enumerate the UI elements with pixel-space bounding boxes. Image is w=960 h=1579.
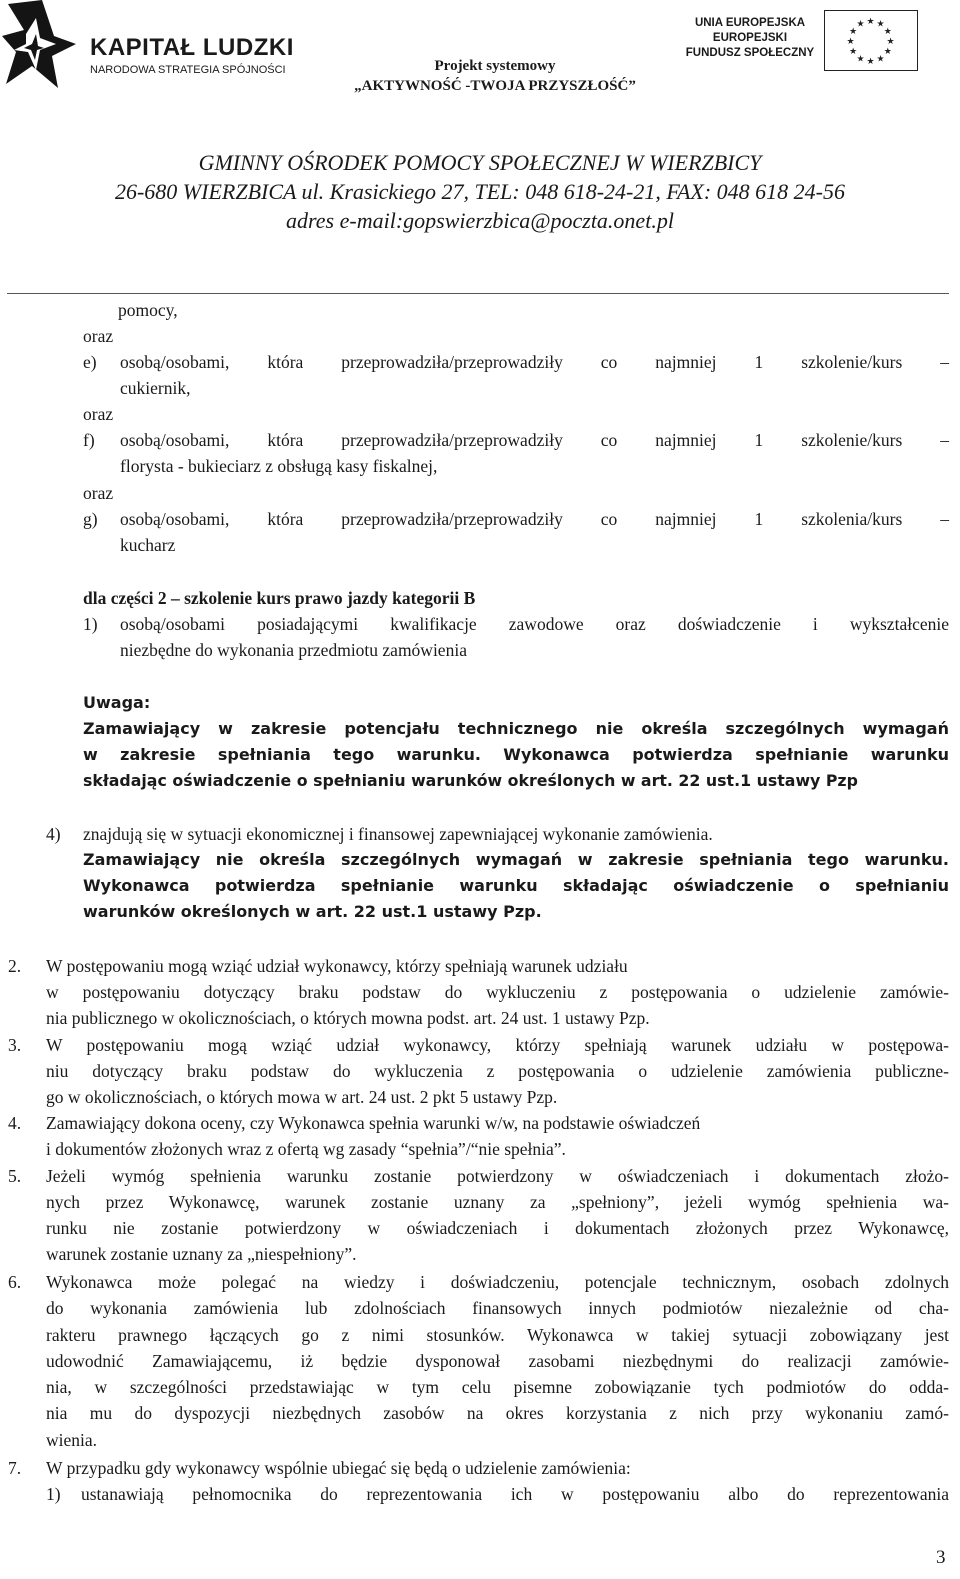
eu-line-1: UNIA EUROPEJSKA xyxy=(694,17,806,29)
section-5-text: runku nie zostanie potwierdzony w oświadczeniach i dokumentach złożonych przez Wykonawcę, xyxy=(46,1218,949,1238)
list-marker: e) xyxy=(83,352,97,372)
list-item-g-cont: kucharz xyxy=(120,535,176,555)
kapital-ludzki-title: KAPITAŁ LUDZKI xyxy=(90,34,294,61)
text-line: pomocy, xyxy=(118,300,178,320)
section-3-text: niu dotyczący braku podstaw do wykluczenia z postępowania o udzielenie zamówienia publiczne- xyxy=(46,1061,949,1081)
kapital-ludzki-star-icon xyxy=(2,0,76,88)
svg-text:★: ★ xyxy=(876,19,885,30)
list-marker: 4) xyxy=(46,824,61,844)
part-2-heading: dla części 2 – szkolenie kurs prawo jazdy kategorii B xyxy=(83,588,476,608)
section-number: 3. xyxy=(8,1035,22,1055)
list-item-1: osobą/osobami posiadającymi kwalifikacje zawodowe oraz doświadczenie i wykształcenie xyxy=(120,614,949,634)
section-6-text: rakteru prawnego łączących go z nimi stosunków. Wykonawca w takiej sytuacji zobowiązany jest xyxy=(46,1325,949,1345)
project-line-2: „AKTYWNOŚĆ -TWOJA PRZYSZŁOŚĆ” xyxy=(354,78,636,94)
text-line: oraz xyxy=(83,483,114,503)
section-6-text: do wykonania zamówienia lub zdolnościach finansowych innych podmiotów niezależnie od cha- xyxy=(46,1298,949,1318)
list-marker: 1) xyxy=(83,614,98,634)
institution-address: 26-680 WIERZBICA ul. Krasickiego 27, TEL: 048 618-24-21, FAX: 048 618 24-56 xyxy=(114,179,846,204)
item-4-bold: warunków określonych w art. 22 ust.1 ustawy Pzp. xyxy=(83,902,542,921)
list-item-f-cont: florysta - bukieciarz z obsługą kasy fiskalnej, xyxy=(120,456,438,476)
kapital-ludzki-subtitle: NARODOWA STRATEGIA SPÓJNOŚCI xyxy=(90,64,286,76)
page-number: 3 xyxy=(936,1547,946,1568)
institution-header xyxy=(0,148,960,235)
institution-name: GMINNY OŚRODEK POMOCY SPOŁECZNEJ W WIERZBICY xyxy=(198,150,762,175)
uwaga-text: Zamawiający w zakresie potencjału technicznego nie określa szczególnych wymagań xyxy=(83,719,949,738)
list-item-1-cont: niezbędne do wykonania przedmiotu zamówienia xyxy=(120,640,467,660)
section-6-text: wienia. xyxy=(46,1430,98,1450)
list-marker: f) xyxy=(83,430,95,450)
section-2-text: w postępowaniu dotyczący braku podstaw do wykluczeniu z postępowania o udzielenie zamówie- xyxy=(46,982,949,1002)
section-5-text: Jeżeli wymóg spełnienia warunku zostanie potwierdzony w oświadczeniach i dokumentach złożo- xyxy=(46,1166,949,1186)
svg-text:★: ★ xyxy=(886,37,895,47)
section-6-text: nia, w szczególności przedstawiając w tym celu pisemne zobowiązanie tych podmiotów do odda- xyxy=(46,1377,949,1397)
section-5-text: warunek zostanie uznany za „niespełniony”. xyxy=(46,1244,357,1264)
svg-text:★: ★ xyxy=(866,17,875,27)
section-6-text: udowodnić Zamawiającemu, iż będzie dysponował zasobami niezbędnymi do realizacji zamówie- xyxy=(46,1351,949,1371)
list-marker: g) xyxy=(83,509,98,529)
svg-text:★: ★ xyxy=(849,27,858,37)
section-7-item-1: ustanawiają pełnomocnika do reprezentowania ich w postępowaniu albo do reprezentowania xyxy=(81,1484,949,1504)
list-item-e: osobą/osobami, która przeprowadziła/przeprowadziły co najmniej 1 szkolenie/kurs – xyxy=(120,352,949,372)
eu-line-2: EUROPEJSKI xyxy=(712,32,788,44)
kapital-ludzki-logo xyxy=(2,0,302,90)
svg-text:★: ★ xyxy=(883,27,892,37)
eu-stars-icon xyxy=(825,11,916,69)
section-number: 7. xyxy=(8,1458,22,1478)
section-3-text: go w okolicznościach, o których mowa w art. 24 ust. 2 pkt 5 ustawy Pzp. xyxy=(46,1087,558,1107)
section-7-text: W przypadku gdy wykonawcy wspólnie ubiegać się będą o udzielenie zamówienia: xyxy=(46,1458,631,1478)
list-item-f: osobą/osobami, która przeprowadziła/przeprowadziły co najmniej 1 szkolenie/kurs – xyxy=(120,430,949,450)
text-line: oraz xyxy=(83,404,114,424)
list-item-g: osobą/osobami, która przeprowadziła/przeprowadziły co najmniej 1 szkolenia/kurs – xyxy=(120,509,949,529)
svg-text:★: ★ xyxy=(866,57,875,67)
institution-email: adres e-mail:gopswierzbica@poczta.onet.pl xyxy=(286,208,674,233)
svg-text:★: ★ xyxy=(856,19,865,30)
svg-text:★: ★ xyxy=(846,37,855,47)
section-4-text: i dokumentów złożonych wraz z ofertą wg zasady “spełnia”/“nie spełnia”. xyxy=(46,1139,566,1159)
section-4-text: Zamawiający dokona oceny, czy Wykonawca spełnia warunki w/w, na podstawie oświadczeń xyxy=(46,1113,701,1133)
section-2-text: W postępowaniu mogą wziąć udział wykonawcy, którzy spełniają warunek udziału xyxy=(46,956,628,976)
section-number: 5. xyxy=(8,1166,22,1186)
uwaga-label: Uwaga: xyxy=(83,693,151,712)
svg-text:★: ★ xyxy=(849,47,858,57)
project-title xyxy=(300,56,690,96)
svg-text:★: ★ xyxy=(856,54,865,65)
item-4-bold: Wykonawca potwierdza spełnianie warunku składając oświadczenie o spełnianiu xyxy=(83,876,949,895)
section-number: 2. xyxy=(8,956,22,976)
section-number: 6. xyxy=(8,1272,22,1292)
item-4-text: znajdują się w sytuacji ekonomicznej i finansowej zapewniającej wykonanie zamówienia. xyxy=(83,824,713,844)
uwaga-text: w zakresie spełniania tego warunku. Wykonawca potwierdza spełnianie warunku xyxy=(83,745,949,764)
eu-text xyxy=(680,16,820,61)
section-5-text: nych przez Wykonawcę, warunek zostanie uznany za „spełniony”, jeżeli wymóg spełnienia wa- xyxy=(46,1192,949,1212)
item-4-bold: Zamawiający nie określa szczególnych wymagań w zakresie spełniania tego warunku. xyxy=(83,850,949,869)
eu-line-3: FUNDUSZ SPOŁECZNY xyxy=(685,47,815,59)
list-item-e-cont: cukiernik, xyxy=(120,378,191,398)
section-3-text: W postępowaniu mogą wziąć udział wykonawcy, którzy spełniają warunek udziału w postępowa- xyxy=(46,1035,949,1055)
uwaga-text: składając oświadczenie o spełnianiu warunków określonych w art. 22 ust.1 ustawy Pzp xyxy=(83,771,858,790)
section-number: 4. xyxy=(8,1113,22,1133)
project-line-1: Projekt systemowy xyxy=(434,58,556,74)
svg-text:★: ★ xyxy=(876,54,885,65)
header-divider xyxy=(7,293,949,294)
section-2-text: nia publicznego w okolicznościach, o których mowna podst. art. 24 ust. 1 ustawy Pzp. xyxy=(46,1008,650,1028)
section-6-text: nia mu do dyspozycji niezbędnych zasobów na okres korzystania z nich przy wykonaniu zamó- xyxy=(46,1403,949,1423)
eu-flag-logo xyxy=(824,10,918,71)
section-6-text: Wykonawca może polegać na wiedzy i doświadczeniu, potencjale technicznym, osobach zdolnych xyxy=(46,1272,949,1292)
list-marker: 1) xyxy=(46,1484,61,1504)
text-line: oraz xyxy=(83,326,114,346)
svg-text:★: ★ xyxy=(883,47,892,57)
